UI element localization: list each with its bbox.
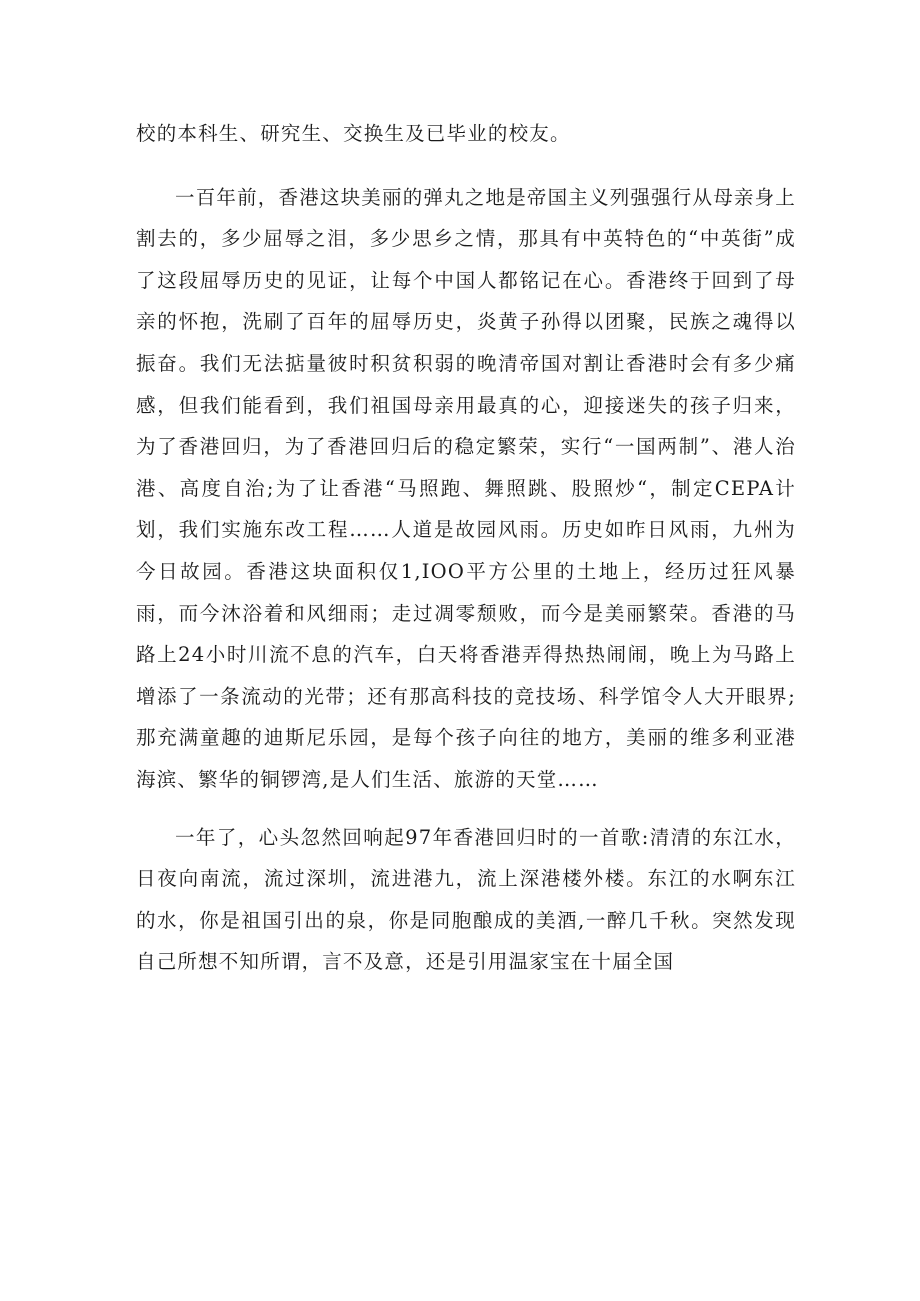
paragraph-hong-kong-history: 一百年前，香港这块美丽的弹丸之地是帝国主义列强强行从母亲身上割去的，多少屈辱之泪，多少思乡之情，那具有中英特色的“中英街”成了这段屈辱历史的见证，让每个中国人都铭记在心。香港终于回到了母亲的怀抱，洗刷了百年的屈辱历史，炎黄子孙得以团聚，民族之魂得以振奋。我们无法掂量彼时积贫积弱的晚清帝国对割让香港时会有多少痛感，但我们能看到，我们祖国母亲用最真的心，迎接迷失的孩子归来，为了香港回归，为了香港回归后的稳定繁荣，实行“一国两制”、港人治港、高度自治;为了让香港“马照跑、舞照跳、股照炒“，制定CEPA计划，我们实施东改工程……人道是故园风雨。历史如昨日风雨，九州为今日故园。香港这块面积仅1,IOO平方公里的土地上，经历过狂风暴雨，而今沐浴着和风细雨；走过凋零颓败，而今是美丽繁荣。香港的马路上24小时川流不息的汽车，白天将香港弄得热热闹闹，晚上为马路上增添了一条流动的光带；还有那高科技的竞技场、科学馆令人大开眼界;那充满童趣的迪斯尼乐园，是每个孩子向往的地方，美丽的维多利亚港海滨、繁华的铜锣湾,是人们生活、旅游的天堂……: [136, 185, 797, 791]
document-page: [136, 113, 796, 983]
paragraph-dongjiang-song: 一年了，心头忽然回响起97年香港回归时的一首歌:清清的东江水，日夜向南流，流过深圳，流进港九，流上深港楼外楼。东江的水啊东江的水，你是祖国引出的泉，你是同胞酿成的美酒,一醉几千秋。突然发现自己所想不知所谓，言不及意，还是引用温家宝在十届全国: [136, 825, 796, 974]
paragraph-alumni-line: 校的本科生、研究生、交换生及已毕业的校友。: [136, 122, 571, 145]
